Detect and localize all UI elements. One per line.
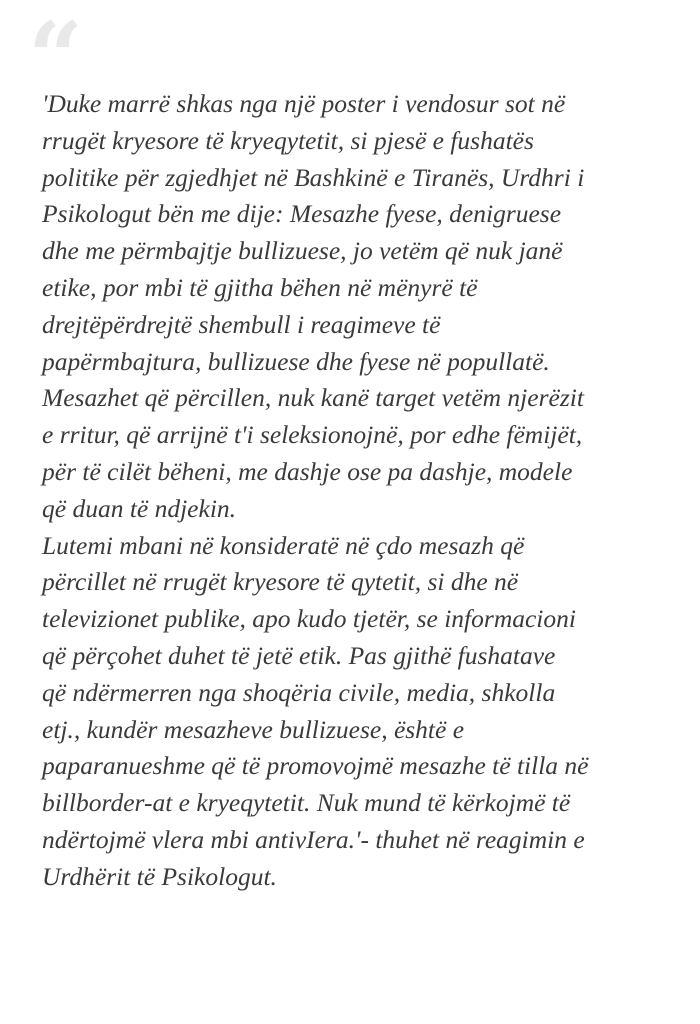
quote-line: billborder-at e kryeqytetit. Nuk mund të kërkojmë të	[42, 788, 571, 818]
quote-mark-icon: “	[28, 1, 78, 114]
quote-line: dhe me përmbajtje bullizuese, jo vetëm që nuk janë	[42, 236, 563, 266]
quote-line: politike për zgjedhjet në Bashkinë e Tiranës, Urdhri i	[42, 162, 585, 192]
quote-line: drejtëpërdrejtë shembull i reagimeve të	[42, 309, 441, 339]
quote-line: etj., kundër mesazheve bullizuese, është e	[42, 714, 465, 744]
quote-text	[42, 86, 682, 896]
quote-line: që përçohet duhet të jetë etik. Pas gjithë fushatave	[42, 640, 556, 670]
quote-line: ndërtojmë vlera mbi antivIera.'- thuhet në reagimin e	[42, 824, 585, 854]
quote-line: 'Duke marrë shkas nga një poster i vendosur sot në	[42, 89, 566, 118]
quote-line: Lutemi mbani në konsideratë në çdo mesazh që	[42, 530, 525, 560]
quote-line: rrugët kryesore të kryeqytetit, si pjesë e fushatës	[42, 125, 534, 155]
quote-line: që ndërmerren nga shoqëria civile, media, shkolla	[42, 677, 556, 707]
quote-line: Urdhërit të Psikologut.	[42, 861, 277, 891]
quote-line: që duan të ndjekin.	[42, 493, 237, 523]
quote-line: etike, por mbi të gjitha bëhen në mënyrë të	[42, 272, 478, 302]
quote-line: e rritur, që arrijnë t'i seleksionojnë, por edhe fëmijët,	[42, 420, 583, 450]
quote-line: televizionet publike, apo kudo tjetër, se informacioni	[42, 604, 576, 634]
quote-line: papërmbajtura, bullizuese dhe fyese në popullatë.	[42, 346, 550, 376]
quote-line: për të cilët bëheni, me dashje ose pa dashje, modele	[42, 456, 573, 486]
quote-line: Mesazhet që përcillen, nuk kanë target vetëm njerëzit	[42, 383, 584, 413]
quote-line: paparanueshme që të promovojmë mesazhe të tilla në	[42, 751, 589, 781]
quote-line: përcillet në rrugët kryesore të qytetit, si dhe në	[42, 567, 519, 597]
quote-line: Psikologut bën me dije: Mesazhe fyese, denigruese	[42, 199, 562, 229]
